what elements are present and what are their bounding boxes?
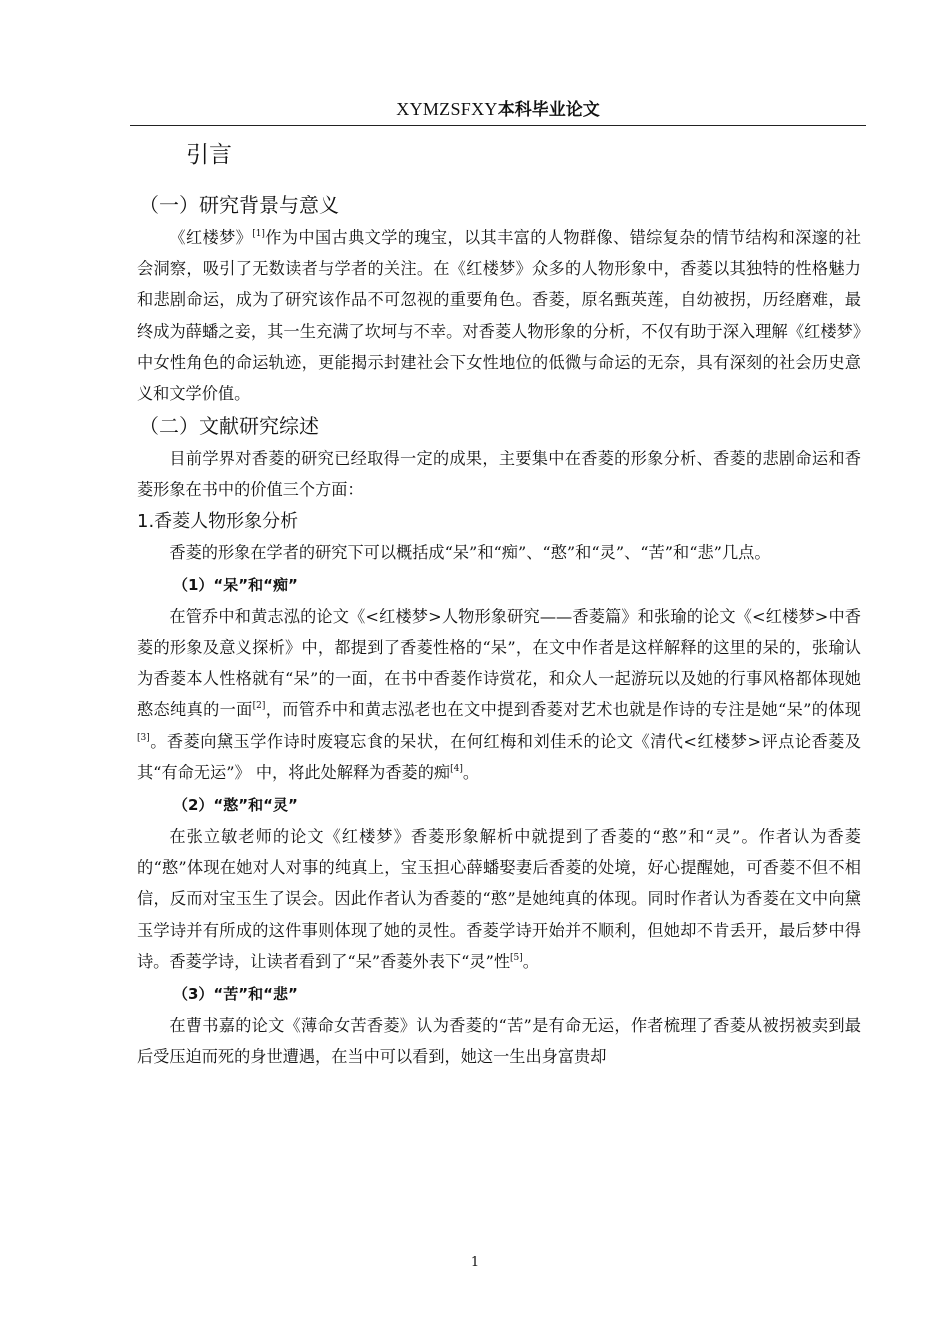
header-rule xyxy=(130,125,866,126)
section-heading-literature-review: （二）文献研究综述 xyxy=(139,414,319,439)
header-school-code: XYMZSFXY xyxy=(396,99,498,119)
citation-ref: [4] xyxy=(450,763,463,774)
text-run: 作为中国古典文学的瑰宝，以其丰富的人物群像、错综复杂的情节结构和深邃的社会洞察，吸引了无数读者与学者的关注。在《红楼梦》众多的人物形象中，香菱以其独特的性格魅力和悲剧命运，成为了研究该作品不可忽视的重要角色。香菱，原名甄英莲，自幼被拐，历经磨难，最终成为薛蟠之妾，其一生充满了坎坷与不幸。对香菱人物形象的分析，不仅有助于深入理解《红楼梦》中女性角色的命运轨迹，更能揭示封建社会下女性地位的低微与命运的无奈，具有深刻的社会历史意义和文学价值。 xyxy=(137,228,862,404)
page-number: 1 xyxy=(470,1255,480,1270)
running-header xyxy=(130,96,866,122)
citation-ref: [3] xyxy=(137,732,150,743)
text-run: 。 xyxy=(522,951,539,971)
citation-ref: [1] xyxy=(252,229,265,239)
paragraph-background xyxy=(137,222,861,409)
header-thesis-label: 本科毕业论文 xyxy=(497,100,600,120)
subsection-heading-character-analysis: 1.香菱人物形象分析 xyxy=(137,510,299,532)
text-run: 。 xyxy=(462,762,480,782)
text-run: 在曹书嘉的论文《薄命女苦香菱》认为香菱的“苦”是有命无运，作者梳理了香菱从被拐被卖到最后受压迫而死的身世遭遇，在当中可以看到，她这一生出身富贵却 xyxy=(137,1016,861,1067)
text-run: 。香菱向黛玉学作诗时废寝忘食的呆状，在何红梅和刘佳禾的论文《清代<红楼梦>评点论香菱及其“有命无运”》 中，将此处解释为香菱的痴 xyxy=(137,731,861,782)
item-heading-ku-bei: （3）“苦”和“悲” xyxy=(173,985,298,1004)
text-run: 在张立敏老师的论文《红楼梦》香菱形象解析中就提到了香菱的“憨”和“灵”。作者认为香菱的“憨”体现在她对人对事的纯真上，宝玉担心薛蟠娶妻后香菱的处境，好心提醒她，可香菱不但不相信，反而对宝玉生了误会。因此作者认为香菱的“憨”是她纯真的体现。同时作者认为香菱在文中向黛玉学诗并有所成的这件事则体现了她的灵性。香菱学诗开始并不顺利，但她却不肯丢开，最后梦中得诗。香菱学诗，让读者看到了“呆”香菱外表下“灵”性 xyxy=(137,827,861,971)
item-heading-han-ling: （2）“憨”和“灵” xyxy=(173,796,298,815)
paragraph-review-intro: 目前学界对香菱的研究已经取得一定的成果，主要集中在香菱的形象分析、香菱的悲剧命运和香菱形象在书中的价值三个方面： xyxy=(137,449,861,500)
paragraph-character-summary: 香菱的形象在学者的研究下可以概括成“呆”和“痴”、“憨”和“灵”、“苦”和“悲”几点。 xyxy=(169,542,771,562)
citation-ref: [2] xyxy=(252,701,266,712)
body-content xyxy=(137,188,861,1072)
paragraph-ku-bei xyxy=(137,1010,861,1072)
text-run: 《红楼梦》 xyxy=(169,228,253,247)
citation-ref: [5] xyxy=(510,952,523,963)
paragraph-han-ling xyxy=(137,821,861,977)
chapter-title: 引言 xyxy=(186,142,232,168)
section-heading-background: （一）研究背景与意义 xyxy=(139,193,339,217)
text-run: 在管乔中和黄志泓的论文《<红楼梦>人物形象研究——香菱篇》和张瑜的论文《<红楼梦>中香菱的形象及意义探析》中，都提到了香菱性格的“呆”，在文中作者是这样解释的这里的呆的，张瑜认为香菱本人性格就有“呆”的一面，在书中香菱作诗赏花，和众人一起游玩以及她的行事风格都体现她憨态纯真的一面 xyxy=(137,606,861,720)
item-heading-dai-chi: （1）“呆”和“痴” xyxy=(173,575,298,594)
text-run: ，而管乔中和黄志泓老也在文中提到香菱对艺术也就是作诗的专注是她“呆”的体现 xyxy=(265,700,861,720)
paragraph-dai-chi xyxy=(137,601,861,788)
